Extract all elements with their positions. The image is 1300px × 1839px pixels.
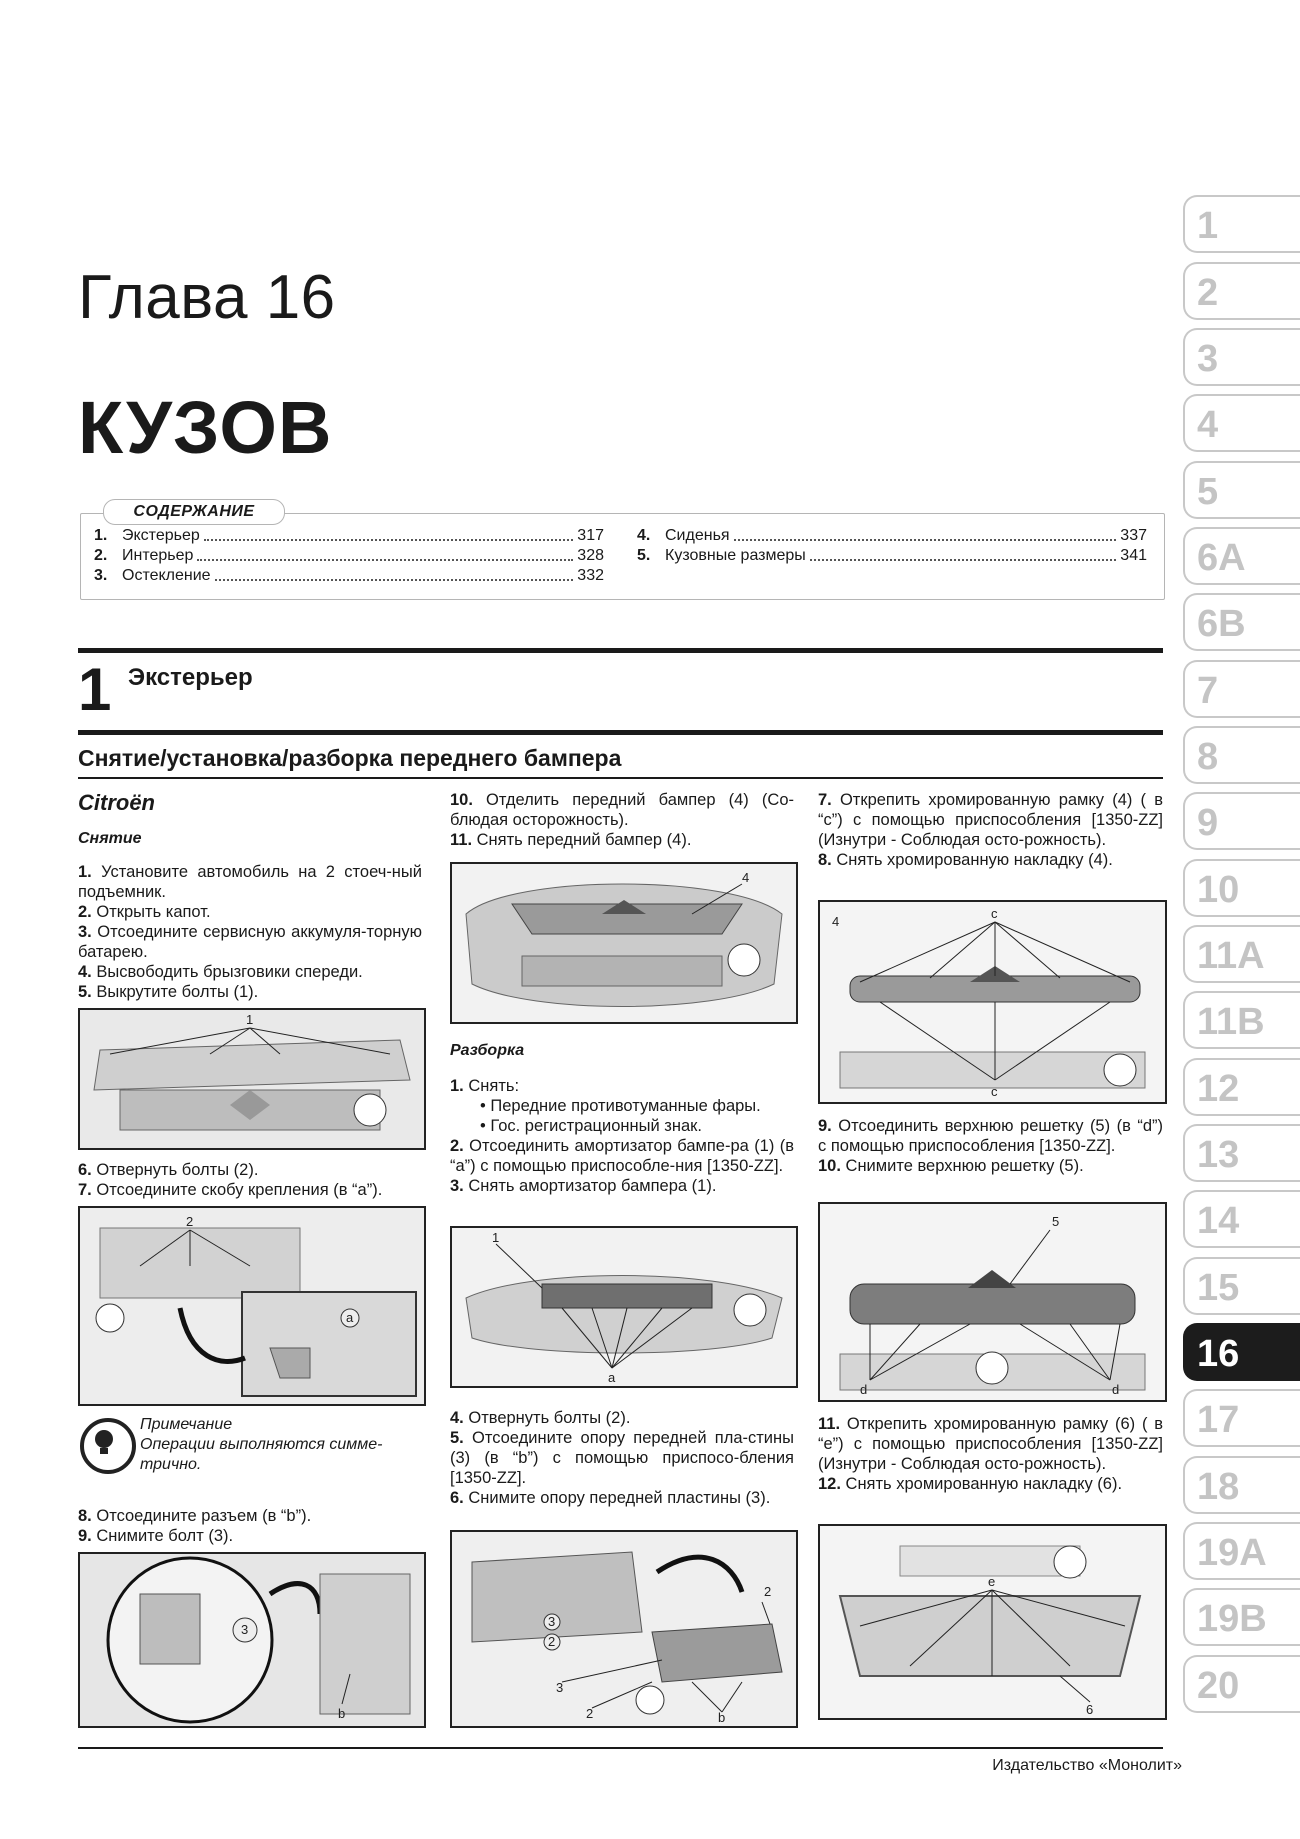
removal-heading: Снятие	[78, 830, 142, 847]
section-number: 1	[78, 656, 112, 723]
chapter-tab[interactable]: 20	[1183, 1655, 1300, 1713]
col1-steps-b	[78, 1160, 422, 1200]
lightbulb-icon	[80, 1418, 136, 1474]
chapter-tab[interactable]: 19B	[1183, 1588, 1300, 1646]
chapter-tab[interactable]: 11A	[1183, 925, 1300, 983]
step: 9. Отсоединить верхнюю решетку (5) (в “d”) с помощью приспособления [1350-ZZ].	[818, 1117, 1163, 1155]
step: 11. Открепить хромированную рамку (6) ( в “e”) с помощью приспособления [1350-ZZ] (Изнутри - Соблюдая осто-рожность).	[818, 1415, 1164, 1473]
figure-label: b	[718, 1710, 726, 1725]
chapter-tab-active[interactable]: 16	[1183, 1323, 1300, 1381]
figure-label: 2	[764, 1584, 772, 1599]
chapter-tab[interactable]: 10	[1183, 859, 1300, 917]
figure-bracket	[78, 1206, 426, 1406]
figure-front-plate	[450, 1530, 798, 1728]
figure-bumper-absorber	[450, 1226, 798, 1388]
figure-chrome-frame-upper	[818, 900, 1167, 1104]
publisher-footer: Издательство «Монолит»	[992, 1757, 1182, 1774]
col2-steps-c	[450, 1408, 794, 1508]
step: 9. Снимите болт (3).	[78, 1527, 234, 1545]
figure-label: 4	[832, 914, 840, 929]
contents-column-right	[637, 526, 1147, 566]
figure-connector	[78, 1552, 426, 1728]
step: 4. Отвернуть болты (2).	[450, 1409, 631, 1427]
step: 5. Отсоедините опору передней пла-стины (3) (в “b”) с помощью приспосо-бления [1350-ZZ].	[450, 1429, 794, 1487]
figure-label: e	[988, 1574, 996, 1589]
figure-label: 2	[186, 1214, 194, 1229]
subsection-rule-bottom	[78, 777, 1163, 779]
figure-label: d	[860, 1382, 868, 1397]
step: 2. Отсоединить амортизатор бампе-ра (1) (в “a”) с помощью приспособле-ния [1350-ZZ].	[450, 1137, 794, 1175]
col2-steps-b	[450, 1076, 794, 1196]
note-title: Примечание	[140, 1416, 233, 1433]
step: 8. Отсоедините разъем (в “b”).	[78, 1507, 312, 1525]
figure-label: a	[346, 1310, 354, 1325]
chapter-tab[interactable]: 15	[1183, 1257, 1300, 1315]
figure-upper-grille	[818, 1202, 1167, 1402]
step: 2. Открыть капот.	[78, 903, 211, 921]
step: 4. Высвободить брызговики спереди.	[78, 963, 363, 981]
note	[140, 1415, 422, 1475]
figure-label: 2	[548, 1634, 556, 1649]
contents-label: СОДЕРЖАНИЕ	[103, 499, 285, 525]
figure-label: 6	[1086, 1702, 1094, 1717]
chapter-tab[interactable]: 9	[1183, 792, 1300, 850]
section-title: КУЗОВ	[78, 386, 333, 469]
disassembly-heading: Разборка	[450, 1042, 525, 1059]
figure-label: a	[608, 1370, 616, 1385]
figure-label: 4	[742, 870, 750, 885]
figure-front-bumper	[450, 862, 798, 1024]
figure-chrome-frame-lower	[818, 1524, 1167, 1720]
note-text: Операции выполняются симме-трично.	[140, 1436, 383, 1473]
figure-label: b	[338, 1706, 346, 1721]
figure-label: 3	[556, 1680, 564, 1695]
col1-steps-a	[78, 862, 422, 1002]
bullet-item: • Передние противотуманные фары.	[450, 1096, 794, 1116]
section-rule	[78, 648, 1163, 653]
chapter-tab[interactable]: 6B	[1183, 593, 1300, 651]
step: 6. Снимите опору передней пластины (3).	[450, 1489, 771, 1507]
figure-label: 5	[1052, 1214, 1060, 1229]
figure-label: 2	[586, 1706, 594, 1721]
contents-column-left	[94, 526, 604, 586]
chapter-tab[interactable]: 19A	[1183, 1522, 1300, 1580]
footer-rule	[78, 1747, 1163, 1749]
chapter-tab[interactable]: 11B	[1183, 991, 1300, 1049]
step: 3. Отсоедините сервисную аккумуля-торную батарею.	[78, 923, 422, 961]
step: 7. Открепить хромированную рамку (4) ( в “c”) с помощью приспособления [1350-ZZ] (Изнутри - Соблюдая осто-рожность).	[818, 791, 1163, 849]
col3-steps-c	[818, 1414, 1163, 1494]
section-name: Экстерьер	[128, 664, 253, 691]
chapter-tab[interactable]: 2	[1183, 262, 1300, 320]
chapter-tab[interactable]: 12	[1183, 1058, 1300, 1116]
col3-steps-a	[818, 790, 1163, 870]
figure-label: c	[991, 1084, 998, 1099]
col1-steps-c	[78, 1506, 422, 1546]
toc-item[interactable]: 5. Кузовные размеры 341	[637, 547, 1147, 564]
step: 8. Снять хромированную накладку (4).	[818, 851, 1113, 869]
chapter-tab[interactable]: 14	[1183, 1190, 1300, 1248]
subsection-title: Снятие/установка/разборка переднего бампера	[78, 745, 622, 771]
col2-steps-a	[450, 790, 794, 850]
toc-item[interactable]: 2. Интерьер 328	[94, 547, 604, 564]
chapter-tab[interactable]: 5	[1183, 461, 1300, 519]
step: 7. Отсоедините скобу крепления (в “a”).	[78, 1181, 383, 1199]
step: 1. Установите автомобиль на 2 стоеч-ный подъемник.	[78, 863, 422, 901]
chapter-tab[interactable]: 8	[1183, 726, 1300, 784]
toc-item[interactable]: 1. Экстерьер 317	[94, 527, 604, 544]
brand-heading: Citroën	[78, 790, 155, 815]
chapter-tab[interactable]: 4	[1183, 394, 1300, 452]
chapter-tab[interactable]: 13	[1183, 1124, 1300, 1182]
chapter-title: Глава 16	[78, 263, 336, 332]
bullet-item: • Гос. регистрационный знак.	[450, 1116, 794, 1136]
chapter-tab[interactable]: 3	[1183, 328, 1300, 386]
figure-label: 3	[548, 1614, 556, 1629]
step: 12. Снять хромированную накладку (6).	[818, 1475, 1123, 1493]
chapter-tab[interactable]: 6A	[1183, 527, 1300, 585]
step: 10. Снимите верхнюю решетку (5).	[818, 1157, 1084, 1175]
step: 11. Снять передний бампер (4).	[450, 831, 692, 849]
chapter-tab[interactable]: 1	[1183, 195, 1300, 253]
figure-label: 3	[241, 1622, 249, 1637]
chapter-tab[interactable]: 7	[1183, 660, 1300, 718]
chapter-tab[interactable]: 18	[1183, 1456, 1300, 1514]
figure-label: 1	[492, 1230, 500, 1245]
step: 1. Снять:	[450, 1077, 520, 1095]
chapter-tab[interactable]: 17	[1183, 1389, 1300, 1447]
step: 10. Отделить передний бампер (4) (Со-блюдая осторожность).	[450, 791, 794, 829]
figure-label: c	[991, 906, 998, 921]
step: 3. Снять амортизатор бампера (1).	[450, 1177, 717, 1195]
toc-item[interactable]: 3. Остекление 332	[94, 567, 604, 584]
col3-steps-b	[818, 1116, 1163, 1176]
figure-engine-bay	[78, 1008, 426, 1150]
step: 5. Выкрутите болты (1).	[78, 983, 259, 1001]
subsection-rule-top	[78, 730, 1163, 735]
figure-label: 1	[246, 1012, 254, 1027]
figure-label: d	[1112, 1382, 1120, 1397]
toc-item[interactable]: 4. Сиденья 337	[637, 527, 1147, 544]
step: 6. Отвернуть болты (2).	[78, 1161, 259, 1179]
